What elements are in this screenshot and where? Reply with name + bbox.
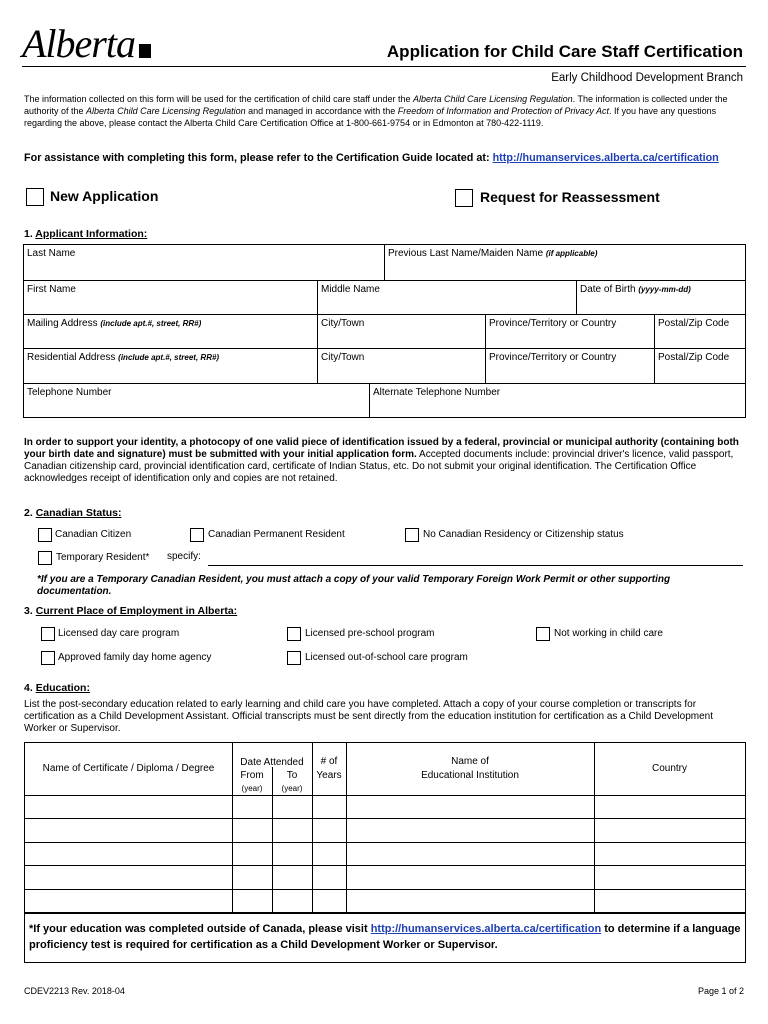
branch-name: Early Childhood Development Branch — [551, 72, 743, 84]
previous-last-name-field[interactable] — [384, 245, 745, 280]
specify-input-line[interactable] — [208, 565, 743, 566]
mailing-address-label — [27, 318, 201, 329]
dob-label — [580, 284, 691, 295]
header-to: To — [286, 770, 298, 781]
residential-postal-field[interactable] — [654, 349, 745, 383]
page-number: Page 1 of 2 — [697, 986, 744, 996]
mailing-postal-field[interactable] — [654, 315, 745, 348]
assistance-note — [24, 152, 754, 164]
header-divider — [22, 66, 746, 67]
preschool-label: Licensed pre-school program — [305, 628, 435, 639]
mailing-postal-label: Postal/Zip Code — [658, 318, 730, 329]
residential-address-label — [27, 352, 219, 363]
header-num-of: # of — [320, 756, 338, 767]
mailing-province-label: Province/Territory or Country — [489, 318, 617, 329]
header-country: Country — [651, 763, 687, 774]
middle-name-field[interactable] — [317, 281, 576, 314]
canadian-citizen-label: Canadian Citizen — [55, 529, 132, 540]
foreign-education-text-1: *If your education was completed outside of Canada, please visit — [29, 923, 371, 935]
section-2-heading — [24, 507, 121, 519]
row-residential-address — [24, 349, 745, 384]
dob-text: Date of Birth — [580, 284, 639, 295]
reassessment-checkbox[interactable] — [455, 189, 473, 207]
first-name-field[interactable] — [24, 281, 317, 314]
section-1-title: Applicant Information: — [35, 228, 148, 240]
section-4-heading — [24, 682, 90, 694]
privacy-text-2: . The information is collected under the authority of the — [24, 94, 728, 116]
section-1-heading — [24, 228, 147, 240]
section-3-title: Current Place of Employment in Alberta: — [35, 605, 238, 617]
not-working-label: Not working in child care — [554, 628, 663, 639]
section-3-heading — [24, 605, 237, 617]
no-status-checkbox[interactable] — [405, 528, 419, 542]
canadian-citizen-checkbox[interactable] — [38, 528, 52, 542]
temporary-resident-label: Temporary Resident* — [56, 552, 150, 563]
header-to-year: (year) — [281, 784, 303, 793]
form-code: CDEV2213 Rev. 2018-04 — [24, 986, 125, 996]
section-4-number: 4. — [24, 682, 36, 694]
section-4-title: Education: — [35, 682, 90, 694]
residential-address-hint: (include apt.#, street, RR#) — [118, 353, 220, 362]
temporary-resident-checkbox[interactable] — [38, 551, 52, 565]
applicant-info-grid — [23, 244, 746, 418]
identification-note — [24, 437, 744, 485]
out-of-school-checkbox[interactable] — [287, 651, 301, 665]
identification-details: Accepted documents include: provincial driver's licence, valid passport, Canadian citizenship card, provincial identification card, certificate of Indian Status, etc. Do not submit your original identification. The Certification Office acknowledges receipt of identification only and copies are not retained. — [24, 449, 734, 484]
residential-city-field[interactable] — [317, 349, 485, 383]
education-row[interactable] — [25, 796, 745, 818]
header-institution: Educational Institution — [421, 770, 519, 781]
language-proficiency-link[interactable]: http://humanservices.alberta.ca/certification — [370, 923, 602, 935]
header-from: From — [240, 770, 264, 781]
certification-guide-link[interactable]: http://humanservices.alberta.ca/certification — [492, 152, 719, 164]
section-1-number: 1. — [24, 228, 36, 240]
preschool-checkbox[interactable] — [287, 627, 301, 641]
education-row[interactable] — [25, 843, 745, 865]
date-of-birth-field[interactable] — [576, 281, 745, 314]
mailing-city-label: City/Town — [321, 318, 365, 329]
privacy-act-name: Freedom of Information and Protection of Privacy Act — [397, 106, 610, 116]
mailing-address-hint: (include apt.#, street, RR#) — [100, 319, 202, 328]
alberta-logo-mark-icon — [139, 44, 151, 58]
row-mailing-address — [24, 315, 745, 349]
foreign-education-note — [24, 913, 746, 963]
not-working-checkbox[interactable] — [536, 627, 550, 641]
dob-format-hint: (yyyy-mm-dd) — [638, 285, 691, 294]
assistance-text: For assistance with completing this form, please refer to the Certification Guide located at: — [24, 152, 493, 164]
alt-telephone-label: Alternate Telephone Number — [373, 387, 501, 398]
privacy-notice — [24, 93, 744, 129]
last-name-label: Last Name — [27, 248, 76, 259]
residential-postal-label: Postal/Zip Code — [658, 352, 730, 363]
row-telephone — [24, 384, 745, 417]
reassessment-label: Request for Reassessment — [480, 189, 660, 205]
specify-label: specify: — [167, 551, 201, 562]
row-names — [24, 245, 745, 281]
regulation-name-2: Alberta Child Care Licensing Regulation — [86, 106, 246, 116]
telephone-field[interactable] — [24, 384, 369, 417]
if-applicable-hint: (if applicable) — [545, 249, 598, 258]
mailing-address-text: Mailing Address — [27, 318, 101, 329]
new-application-checkbox[interactable] — [26, 188, 44, 206]
alt-telephone-field[interactable] — [369, 384, 745, 417]
education-table — [24, 742, 746, 913]
header-from-year: (year) — [241, 784, 263, 793]
header-date-attended: Date Attended — [240, 757, 304, 768]
section-3-number: 3. — [24, 605, 36, 617]
telephone-label: Telephone Number — [27, 387, 112, 398]
family-day-home-label: Approved family day home agency — [58, 652, 212, 663]
residential-address-text: Residential Address — [27, 352, 119, 363]
day-care-checkbox[interactable] — [41, 627, 55, 641]
education-row[interactable] — [25, 890, 745, 912]
identification-requirement: In order to support your identity, a photocopy of one valid piece of identification issued by a federal, provincial or municipal authority (containing both your birth date and signature) must be submitted with your initial application form. — [24, 437, 739, 460]
education-row[interactable] — [25, 819, 745, 842]
mailing-city-field[interactable] — [317, 315, 485, 348]
row-first-middle-dob — [24, 281, 745, 315]
middle-name-label: Middle Name — [321, 284, 380, 295]
out-of-school-label: Licensed out-of-school care program — [305, 652, 468, 663]
previous-last-name-label — [388, 248, 597, 259]
header-years: Years — [316, 770, 342, 781]
foreign-education-text-2: to determine if a language proficiency test is required for certification as a Child Development Worker or Supervisor. — [29, 923, 741, 951]
education-row[interactable] — [25, 866, 745, 889]
privacy-text-3: and managed in accordance with the — [245, 106, 398, 116]
last-name-field[interactable] — [24, 245, 384, 280]
alberta-logo: Alberta — [22, 21, 135, 66]
no-status-label: No Canadian Residency or Citizenship status — [423, 529, 624, 540]
residential-province-label: Province/Territory or Country — [489, 352, 617, 363]
day-care-label: Licensed day care program — [58, 628, 180, 639]
mailing-province-field[interactable] — [485, 315, 654, 348]
mailing-address-field[interactable] — [24, 315, 317, 348]
header-certificate-name: Name of Certificate / Diploma / Degree — [42, 763, 215, 774]
previous-last-name-text: Previous Last Name/Maiden Name — [388, 248, 546, 259]
education-description: List the post-secondary education related to early learning and child care you have completed. Attach a copy of your course completion or transcripts for certification as a Child Development Assistant. Official transcripts must be sent directly from the education institution for certification as a Child Development Worker or Supervisor. — [24, 699, 714, 734]
form-title: Application for Child Care Staff Certification — [386, 42, 743, 61]
new-application-label: New Application — [50, 188, 159, 204]
residential-city-label: City/Town — [321, 352, 365, 363]
residential-address-field[interactable] — [24, 349, 317, 383]
header-name-of: Name of — [451, 756, 489, 767]
first-name-label: First Name — [27, 284, 76, 295]
privacy-text-1: The information collected on this form will be used for the certification of child care staff under the — [24, 94, 414, 104]
family-day-home-checkbox[interactable] — [41, 651, 55, 665]
section-2-title: Canadian Status: — [35, 507, 122, 519]
regulation-name-1: Alberta Child Care Licensing Regulation — [413, 94, 573, 104]
residential-province-field[interactable] — [485, 349, 654, 383]
temporary-resident-note: *If you are a Temporary Canadian Resident, you must attach a copy of your valid Temporary Foreign Work Permit or other supporting documentation. — [37, 574, 671, 597]
privacy-text-4: . If you have any questions regarding the above, please contact the Alberta Child Care Certification Office at 1-800-661-9754 or in Edmonton at 780-422-1119. — [24, 106, 717, 128]
permanent-resident-checkbox[interactable] — [190, 528, 204, 542]
section-2-number: 2. — [24, 507, 36, 519]
permanent-resident-label: Canadian Permanent Resident — [208, 529, 345, 540]
